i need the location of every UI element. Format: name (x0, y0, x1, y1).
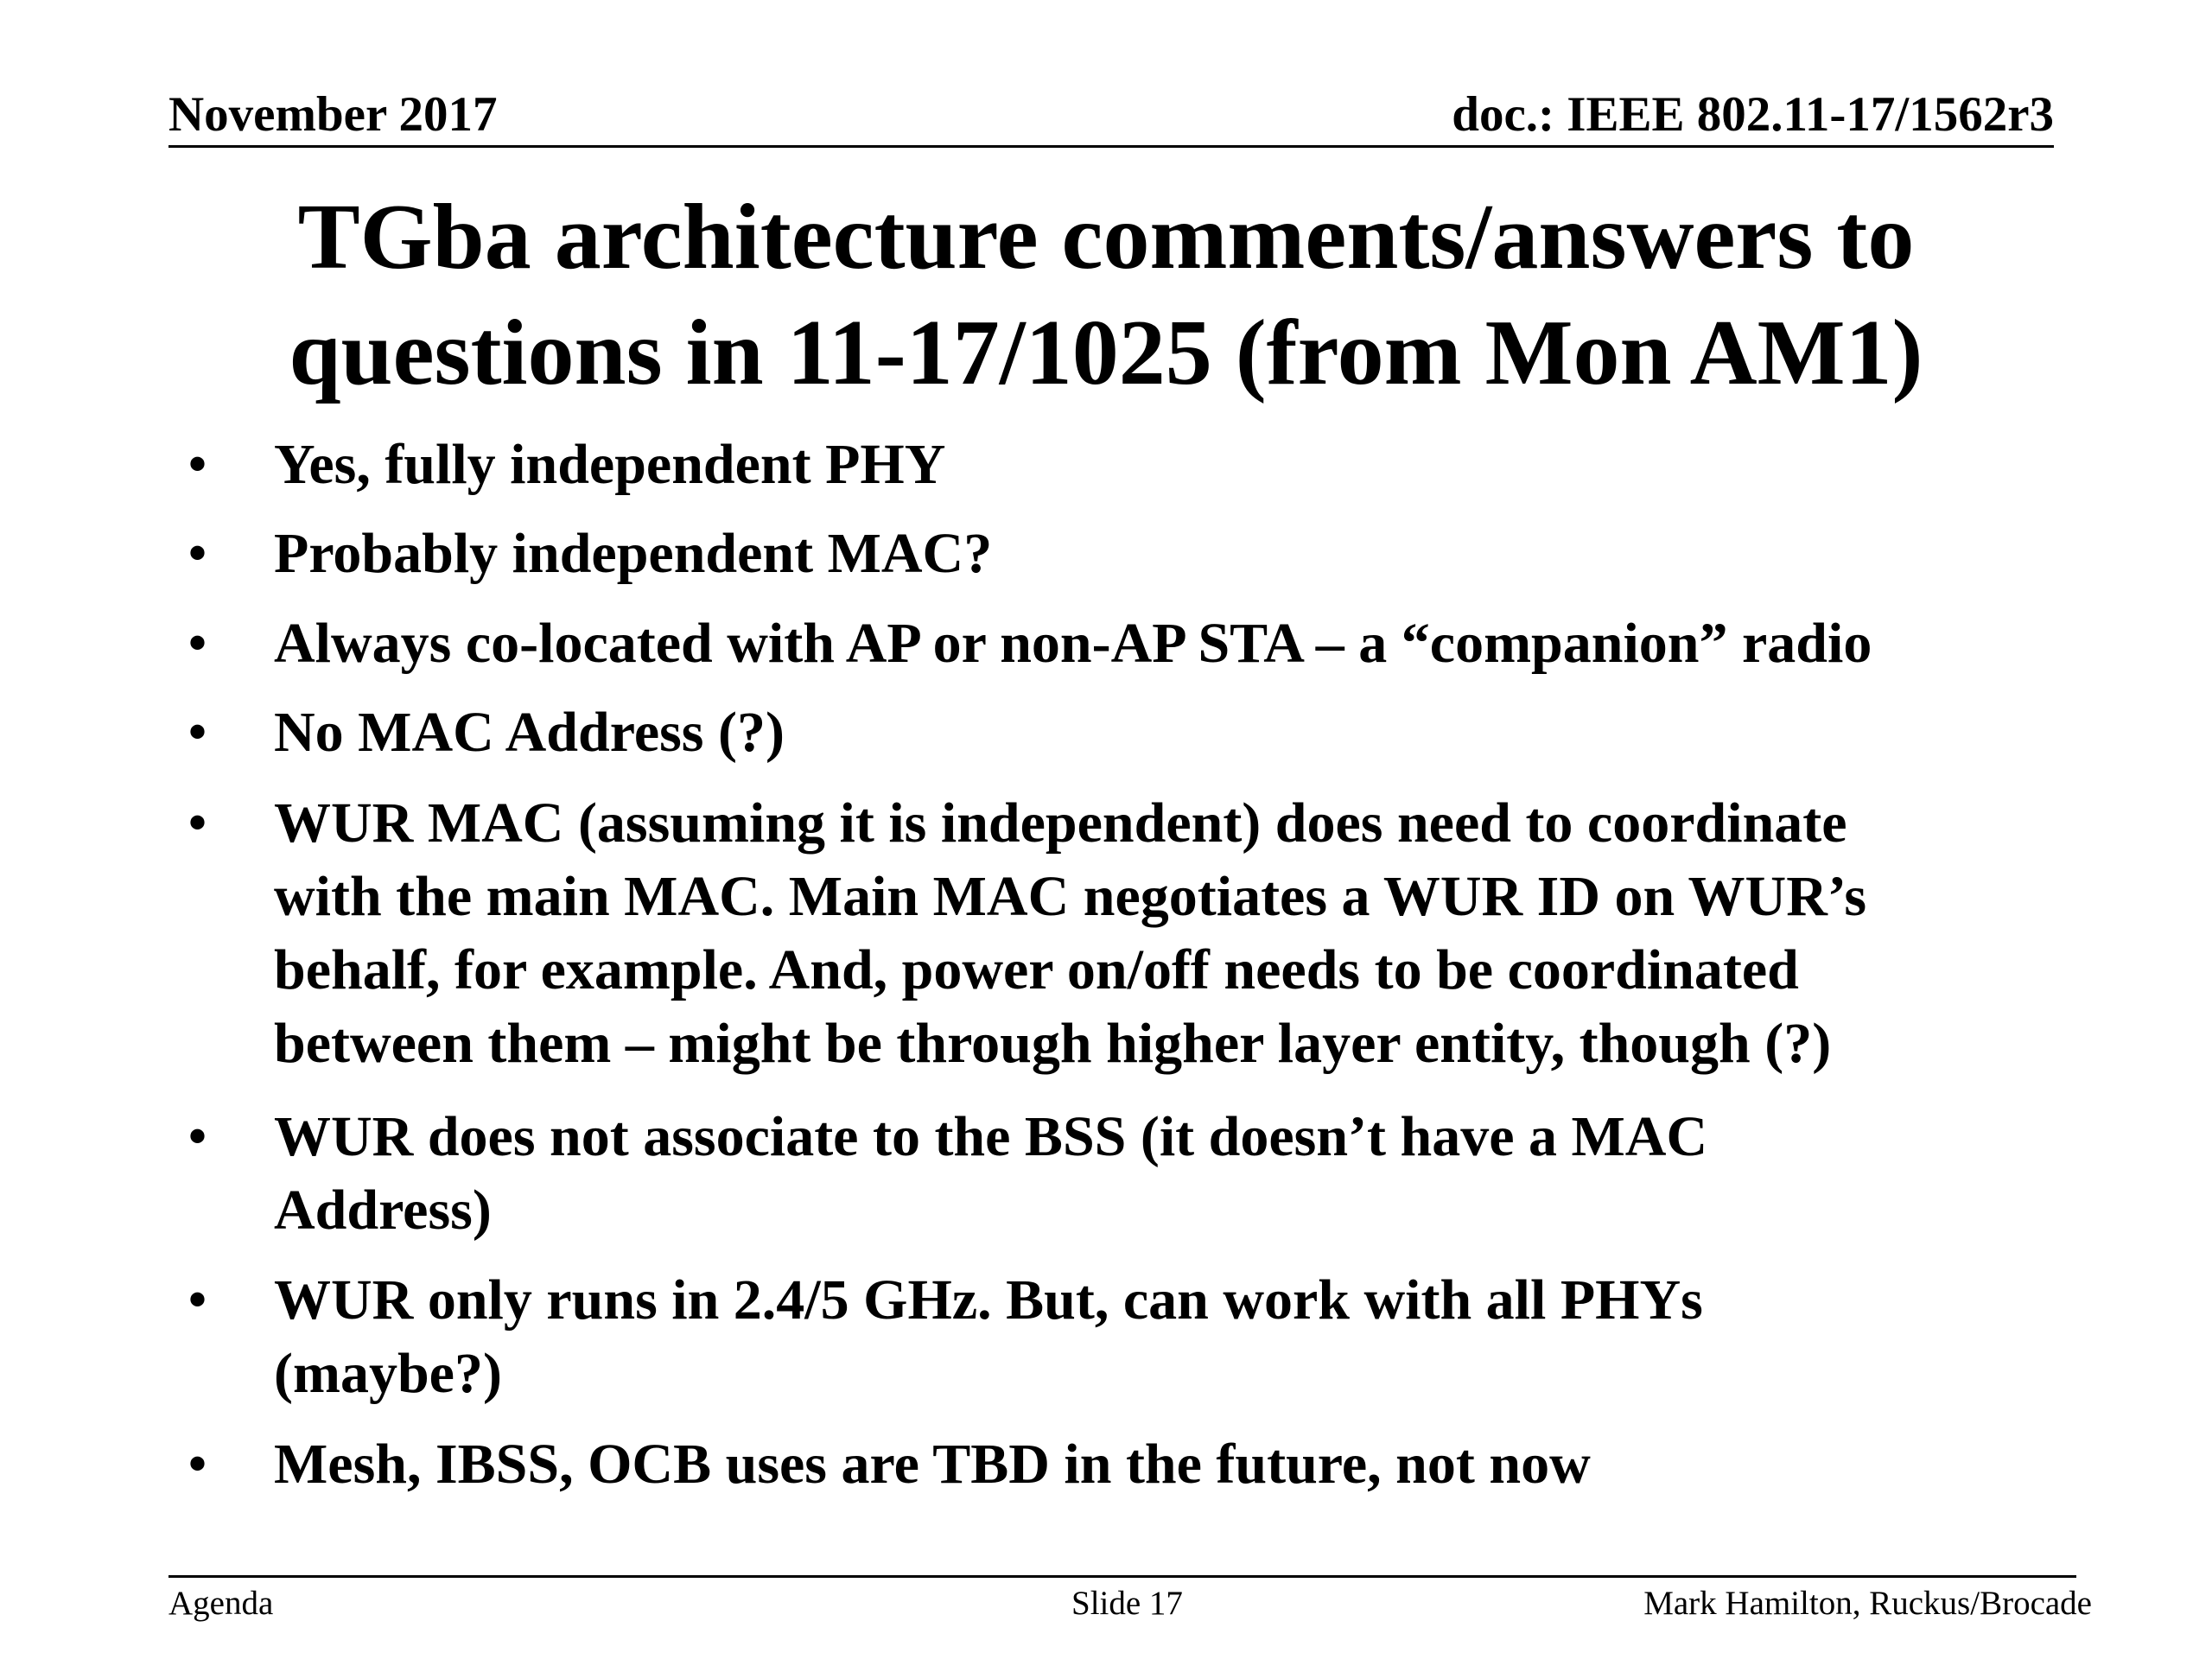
bullet-line: Address) (274, 1179, 492, 1242)
bullet-line: WUR MAC (assuming it is independent) does need to coordinate (274, 791, 1847, 855)
bullet-line: WUR does not associate to the BSS (it doesn’t have a MAC (274, 1105, 1708, 1168)
bullet-marker: • (188, 435, 207, 493)
bullet-line: between them – might be through higher layer entity, though (?) (274, 1012, 1832, 1075)
bullet-text (274, 1427, 2088, 1501)
bullet-text (274, 786, 2088, 1080)
bullet-marker: • (188, 614, 207, 671)
footer-slide-number: Slide 17 (1071, 1585, 1183, 1622)
slide-title-line: TGba architecture comments/answers to (297, 186, 1915, 289)
slide-title (130, 180, 2082, 411)
bullet-text (274, 607, 2088, 680)
bullet-marker: • (188, 1108, 207, 1165)
slide-title-line: questions in 11-17/1025 (from Mon AM1) (289, 302, 1923, 404)
bullet-line: WUR only runs in 2.4/5 GHz. But, can work with all PHYs (274, 1268, 1703, 1332)
bullet-text (274, 1263, 2088, 1410)
bullet-marker: • (188, 794, 207, 851)
bullet-line: Yes, fully independent PHY (274, 433, 946, 496)
bullet-text (274, 1100, 2088, 1247)
bullet-line: (maybe?) (274, 1342, 502, 1405)
footer-author: Mark Hamilton, Ruckus/Brocade (1643, 1585, 2092, 1622)
bullet-line: No MAC Address (?) (274, 701, 785, 764)
slide-header (168, 86, 2054, 148)
header-doc-id: doc.: IEEE 802.11-17/1562r3 (1452, 87, 2054, 142)
bullet-line: Mesh, IBSS, OCB uses are TBD in the future, not now (274, 1433, 1591, 1496)
bullet-marker: • (188, 703, 207, 760)
bullet-marker: • (188, 524, 207, 582)
bullet-line: Probably independent MAC? (274, 522, 993, 585)
bullet-line: Always co-located with AP or non-AP STA – a “companion” radio (274, 612, 1872, 675)
bullet-text (274, 696, 2088, 769)
bullet-line: with the main MAC. Main MAC negotiates a WUR ID on WUR’s (274, 865, 1867, 928)
bullet-marker: • (188, 1271, 207, 1328)
bullet-text (274, 517, 2088, 590)
bullet-text (274, 428, 2088, 501)
bullet-line: behalf, for example. And, power on/off needs to be coordinated (274, 938, 1799, 1001)
bullet-marker: • (188, 1435, 207, 1492)
footer-section-label: Agenda (168, 1585, 274, 1622)
header-date: November 2017 (168, 87, 498, 142)
footer-divider (168, 1575, 2076, 1578)
